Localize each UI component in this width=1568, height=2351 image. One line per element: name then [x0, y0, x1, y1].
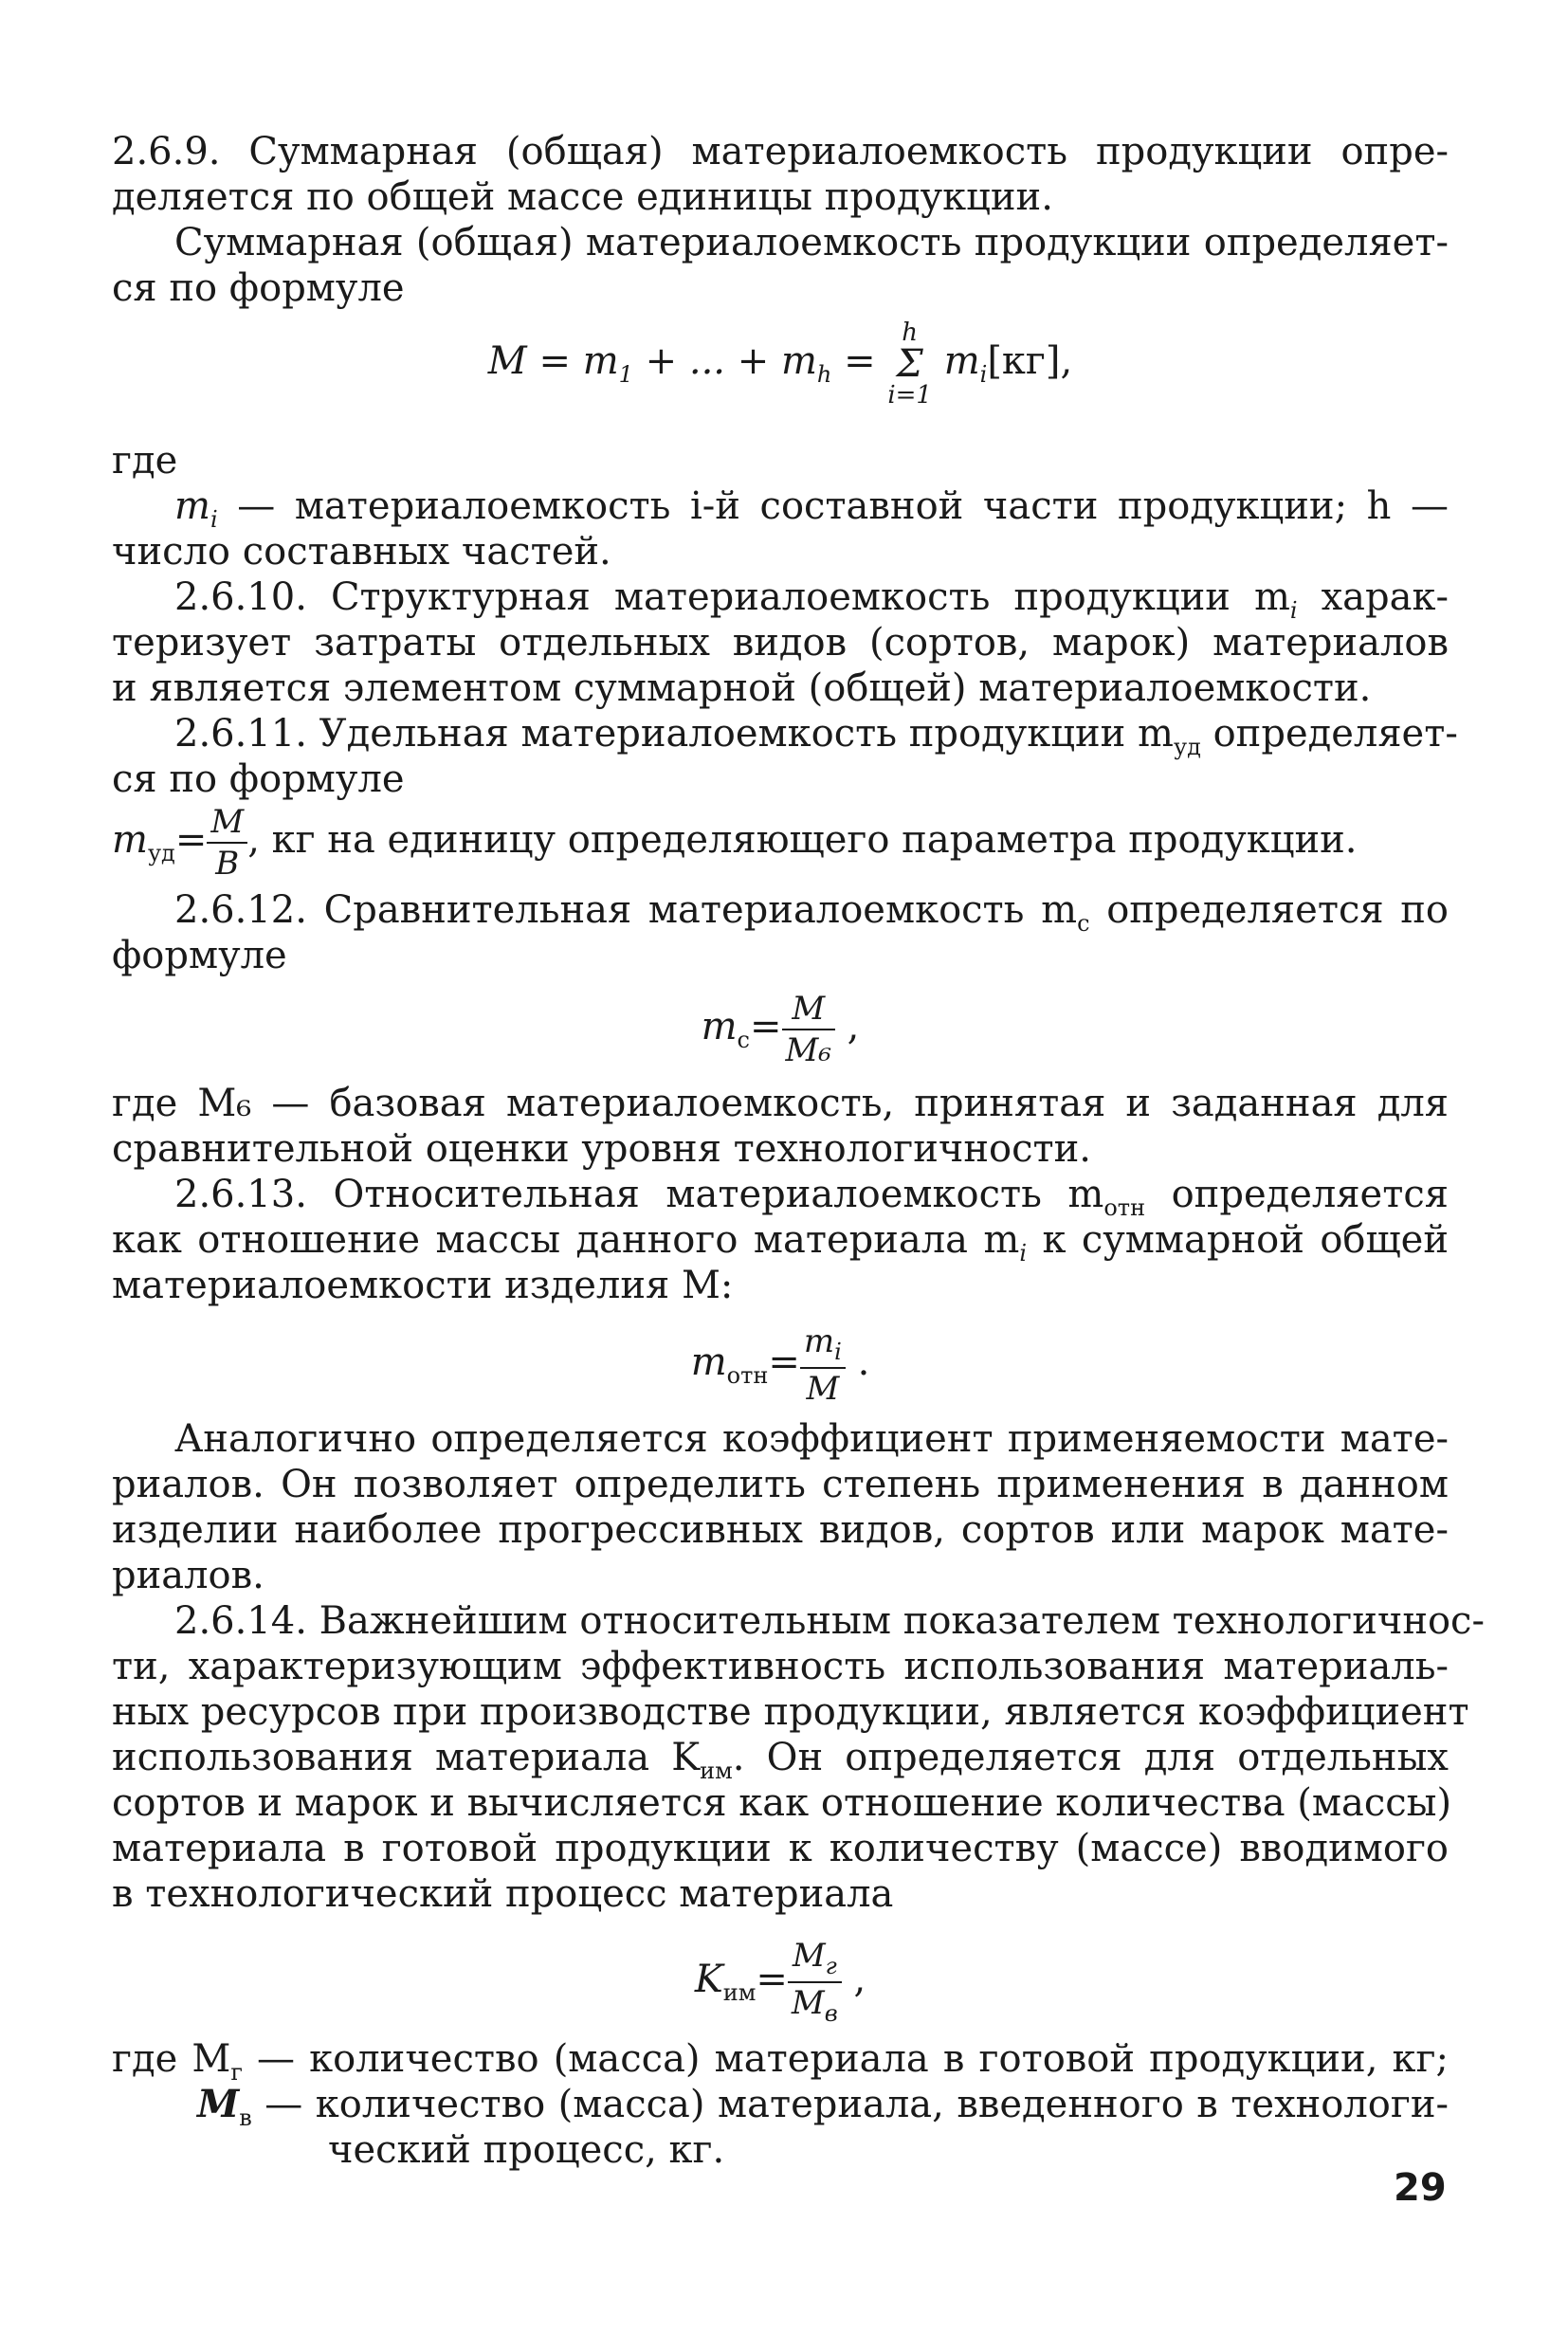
para-2-6-12-line-2: формуле — [112, 934, 287, 977]
page-number: 29 — [1394, 2166, 1447, 2210]
para-2-6-12-line-1: 2.6.12. Сравнительная материалоемкость $m_с$ определяется по — [174, 888, 1449, 937]
para-applicability-line-3: изделии наиболее прогрессивных видов, сортов или марок мате- — [112, 1508, 1449, 1552]
formula-total-material-intensity: $M = m_1$ + ... + $m_h$ = h Σ i=1 $m_i[кг]$, — [487, 319, 1073, 410]
para-2-6-14-line-1: 2.6.14. Важнейшим относительным показателем технологичнос- — [174, 1599, 1485, 1643]
fraction-M-over-B: $\frac{M}{B}$ — [207, 806, 247, 880]
para-formula-intro-line-2: ся по формуле — [112, 266, 405, 310]
sum-symbol: h Σ i=1 — [887, 319, 932, 410]
formula-relative-material-intensity: $m_{отн}=$ $\frac{m_i}{M}$ . — [690, 1322, 870, 1408]
mi-definition-line-1: $m_i$ — материалоемкость i-й составной части продукции; h — — [174, 484, 1449, 533]
para-applicability-line-1: Аналогично определяется коэффициент применяемости мате- — [174, 1417, 1449, 1461]
def-Mv-line-2: ческий процесс, кг. — [328, 2128, 725, 2172]
para-formula-intro-line-1: Суммарная (общая) материалоемкость продукции определяет- — [174, 221, 1449, 264]
fraction-mi-over-M: $\frac{m_i}{M}$ — [800, 1325, 846, 1405]
para-2-6-10-line-3: и является элементом суммарной (общей) материалоемкости. — [112, 666, 1372, 710]
para-2-6-13-line-2: как отношение массы данного материала $m_i$ к суммарной общей — [112, 1218, 1449, 1267]
para-2-6-11-line-2: ся по формуле — [112, 757, 405, 801]
mi-definition-line-2: число составных частей. — [112, 530, 611, 574]
formula-specific-material-intensity: $m_{уд}=$ $\frac{M}{B}$ , кг на единицу определяющего параметра продукции. — [112, 803, 1358, 883]
fraction-M-over-Mb: $\frac{M}{\text{M₆}}$ — [782, 993, 835, 1066]
formula-comparative-material-intensity: $m_с=$ $\frac{M}{\text{M₆}}$ , — [701, 990, 860, 1069]
fraction-Mg-over-Mv: $\frac{M_г}{M_в}$ — [788, 1940, 842, 2025]
formula-material-utilization-coefficient: $K_{им}=$ $\frac{M_г}{M_в}$ , — [694, 1937, 866, 2027]
para-base-intensity-line-2: сравнительной оценки уровня технологичности. — [112, 1127, 1091, 1171]
para-2-6-14-line-5: сортов и марок и вычисляется как отношение количества (массы) — [112, 1781, 1452, 1825]
para-2-6-10-line-1: 2.6.10. Структурная материалоемкость продукции $m_i$ харак- — [174, 575, 1449, 624]
para-2-6-14-line-2: ти, характеризующим эффективность использования материаль- — [112, 1645, 1449, 1688]
para-applicability-line-2: риалов. Он позволяет определить степень применения в данном — [112, 1463, 1449, 1506]
where-label-1: где — [112, 439, 178, 483]
para-2-6-9-line-2: деляется по общей массе единицы продукции. — [112, 175, 1053, 219]
para-2-6-10-line-2: теризует затраты отдельных видов (сортов, марок) материалов — [112, 621, 1449, 665]
para-2-6-9-line-1: 2.6.9. Суммарная (общая) материалоемкость продукции опре- — [112, 130, 1449, 173]
para-base-intensity-line-1: где M₆ — базовая материалоемкость, принятая и заданная для — [112, 1082, 1449, 1125]
para-2-6-11-line-1: 2.6.11. Удельная материалоемкость продукции $m_{уд}$ определяет- — [174, 712, 1458, 760]
para-2-6-14-line-3: ных ресурсов при производстве продукции, является коэффициент — [112, 1690, 1469, 1734]
def-Mg-line: где $M_г$ — количество (масса) материала в готовой продукции, кг; — [112, 2037, 1449, 2086]
para-2-6-14-line-6: материала в готовой продукции к количеству (массе) вводимого — [112, 1827, 1449, 1870]
def-Mv-line-1: $M_в$ — количество (масса) материала, введенного в технологи- — [197, 2082, 1449, 2131]
para-2-6-14-line-4: использования материала $K_{им}$. Он определяется для отдельных — [112, 1736, 1449, 1784]
para-2-6-13-line-1: 2.6.13. Относительная материалоемкость $m_{отн}$ определяется — [174, 1173, 1449, 1221]
para-2-6-14-line-7: в технологический процесс материала — [112, 1872, 894, 1916]
para-2-6-13-line-3: материалоемкости изделия M: — [112, 1264, 734, 1307]
para-applicability-line-4: риалов. — [112, 1554, 264, 1597]
